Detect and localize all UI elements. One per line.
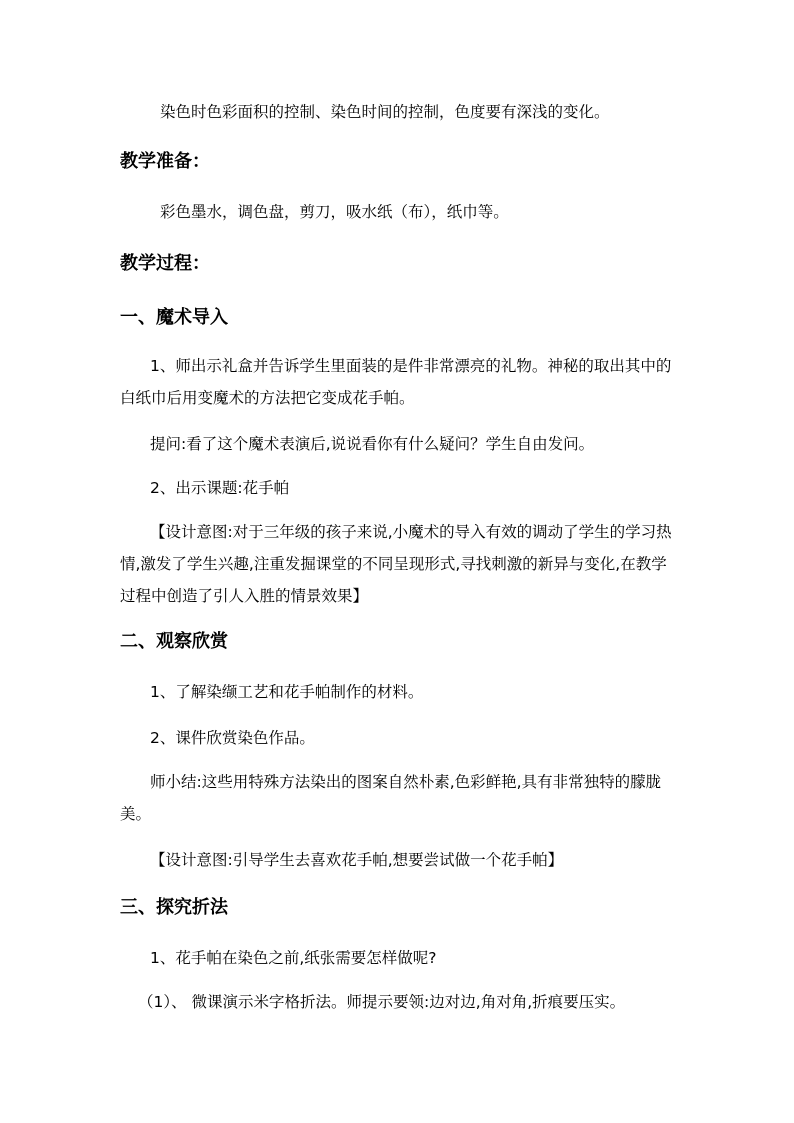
process-heading: 教学过程： [120,253,210,274]
section-1-design-note: 【设计意图:对于三年级的孩子来说,小魔术的导入有效的调动了学生的学习热情,激发了学生兴趣,注重发掘课堂的不同呈现形式,寻找刺激的新异与变化,在教学过程中创造了引人入胜的情景效果】 [120,523,672,605]
prep-paragraph: 彩色墨水，调色盘，剪刀，吸水纸（布），纸巾等。 [160,203,509,221]
section-3-paragraph-2: （1）、 微课演示米字格折法。师提示要领:边对边,角对角,折痕要压实。 [138,993,626,1011]
section-1-paragraph-1: 1、师出示礼盒并告诉学生里面装的是件非常漂亮的礼物。神秘的取出其中的白纸巾后用变魔术的方法把它变成花手帕。 [120,357,672,407]
intro-paragraph: 染色时色彩面积的控制、染色时间的控制，色度要有深浅的变化。 [160,103,610,121]
section-2-paragraph-2: 2、课件欣赏染色作品。 [150,729,315,747]
section-heading-2: 二、观察欣赏 [120,631,228,652]
section-2-design-note: 【设计意图:引导学生去喜欢花手帕,想要尝试做一个花手帕】 [150,851,564,869]
section-heading-3: 三、探究折法 [120,897,228,918]
section-2-paragraph-1: 1、了解染缬工艺和花手帕制作的材料。 [150,683,424,701]
section-3-paragraph-1: 1、花手帕在染色之前,纸张需要怎样做呢? [150,949,437,967]
section-1-paragraph-3: 2、出示课题:花手帕 [150,479,290,497]
section-heading-1: 一、魔术导入 [120,307,228,328]
section-1-paragraph-2: 提问:看了这个魔术表演后,说说看你有什么疑问？学生自由发问。 [150,435,595,453]
prep-heading: 教学准备： [120,151,210,172]
section-2-paragraph-3: 师小结:这些用特殊方法染出的图案自然朴素,色彩鲜艳,具有非常独特的朦胧美。 [120,773,662,823]
